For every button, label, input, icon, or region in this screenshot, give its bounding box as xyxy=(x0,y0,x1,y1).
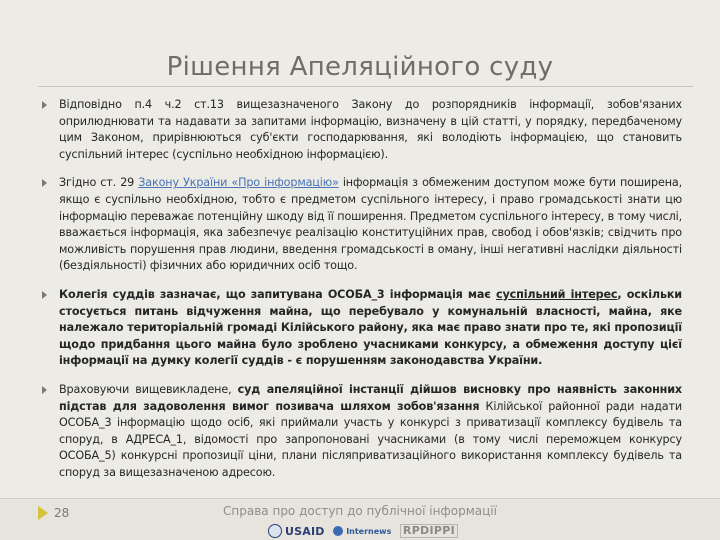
usaid-logo xyxy=(268,524,325,538)
rpd-logo-text: RPDIPPI xyxy=(402,524,455,537)
bullet-text-part: інформація з обмеженим доступом може бути поширена, якщо є суспільно необхідною, тобто є предметом суспільного інтересу, і право громадськості знати цю інформацію переважає потенційну шкоду від її поширення. Предметом суспільного інтересу, в тому числі, вважається інформація, яка забезпечує реалізацію конституційних прав, свобод і обов'язків; свідчить про можливість порушення прав людини, введення громадськості в оману, інші негативні наслідки діяльності (бездіяльності) фізичних або юридичних осіб тощо. xyxy=(59,176,682,273)
bullet-text xyxy=(59,382,682,482)
rpd-logo xyxy=(400,524,458,538)
bold-phrase: суд апеляційної інстанції дійшов висновку про наявність законних підстав для задоволення вимог позивача шляхом зобов'язання xyxy=(59,382,682,413)
bullet-arrow-icon xyxy=(42,179,47,187)
bullet-text xyxy=(59,287,682,370)
globe-icon xyxy=(333,526,343,536)
law-link[interactable]: Закону України «Про інформацію» xyxy=(138,176,339,190)
underlined-phrase: суспільний інтерес xyxy=(496,287,618,301)
bullet-arrow-icon xyxy=(42,291,47,299)
usaid-seal-icon xyxy=(268,524,282,538)
bullet-text: Відповідно п.4 ч.2 ст.13 вищезазначеного Закону до розпорядників інформації, зобов'язаних оприлюднювати та надавати за запитами інформацію, визначену в цій статті, у порядку, передбаченому цим Законом, прирівнюються суб'єкти господарювання, які володіють інформацією, що становить суспільний інтерес (суспільно необхідною інформацією). xyxy=(59,98,682,161)
bullet-text xyxy=(59,175,682,275)
bullet-item xyxy=(42,287,682,370)
bullet-arrow-icon xyxy=(42,386,47,394)
bullet-item xyxy=(42,97,682,163)
internews-logo xyxy=(333,526,391,536)
bullet-text-part: , оскільки стосується питань відчуження майна, що перебувало у комунальній власності, майна, яке належало територіальній громаді Кілійського району, яка має право знати про те, які пропозиції щодо придбання цього майна було зроблено учасниками конкурсу, а обмеження доступу цієї інформації на думку колегії суддів - є порушенням законодавства України. xyxy=(59,287,682,368)
sponsor-logos xyxy=(268,522,458,540)
slide-title: Рішення Апеляційного суду xyxy=(166,52,554,82)
bullet-text-part: Кілійської районної ради надати ОСОБА_3 інформацію щодо осіб, які приймали участь у конкурсі з приватизації комплексу будівель та споруд, в АДРЕСА_1, відомості про запропоновані учасниками (в тому числі переможцем конкурсу ОСОБА_5) конкурсні пропозиції ціни, плани післяприватизаційного використання комплексу будівель та споруд за вищезазначеною адресою. xyxy=(59,399,682,479)
usaid-logo-text: USAID xyxy=(285,524,325,538)
bullet-arrow-icon xyxy=(42,101,47,109)
title-divider xyxy=(38,86,693,87)
bullet-text-part: Згідно ст. 29 xyxy=(59,176,139,190)
internews-logo-text: Internews xyxy=(346,526,392,536)
bullet-text-part: Враховуючи вищевикладене, xyxy=(59,382,238,396)
bullet-text-part: Колегія суддів зазначає, що запитувана ОСОБА_3 інформація має xyxy=(59,287,497,301)
footer-caption: Справа про доступ до публічної інформації xyxy=(223,504,497,518)
bullet-item xyxy=(42,382,682,482)
bullet-item xyxy=(42,175,682,275)
page-number: 28 xyxy=(54,506,70,520)
bullet-list xyxy=(42,97,682,493)
